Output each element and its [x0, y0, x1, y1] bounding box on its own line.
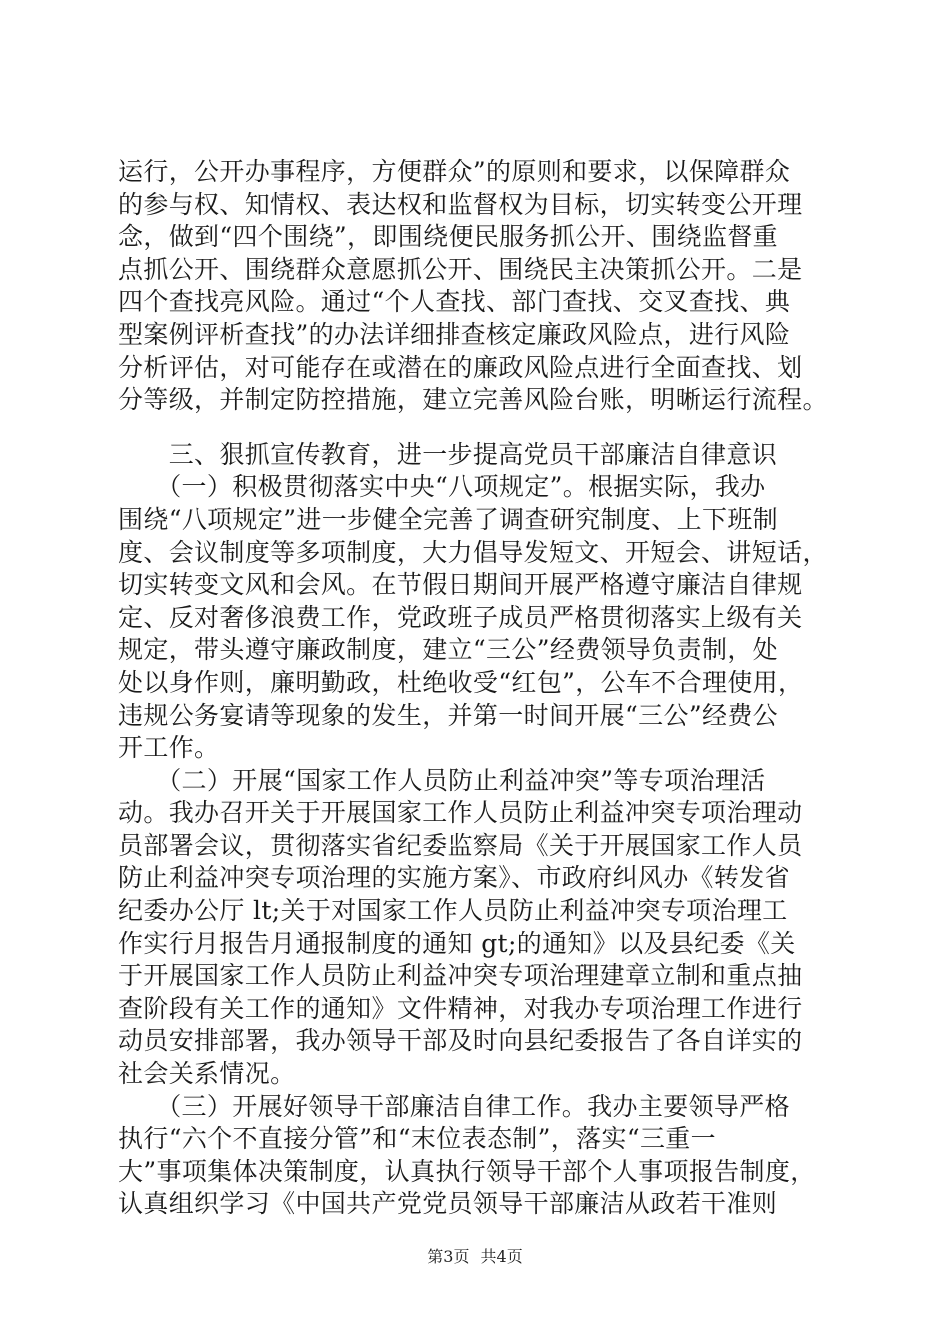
- paragraph-block-1: [118, 156, 838, 417]
- text-line: 点抓公开、围绕群众意愿抓公开、围绕民主决策抓公开。二是: [118, 254, 803, 284]
- text-line: 规定，带头遵守廉政制度，建立“三公”经费领导负责制，处: [118, 635, 779, 665]
- text-line: （三）开展好领导干部廉洁自律工作。我办主要领导严格: [118, 1091, 790, 1121]
- document-body: [118, 156, 838, 1221]
- text-line: 作实行月报告月通报制度的通知 gt;的通知》以及县纪委《关: [118, 928, 796, 958]
- text-line: 查阶段有关工作的通知》文件精神，对我办专项治理工作进行: [118, 993, 803, 1023]
- text-line: 分等级，并制定防控措施，建立完善风险台账，明晰运行流程。: [118, 385, 828, 415]
- paragraph-block-2: [118, 439, 838, 1221]
- text-line: 切实转变文风和会风。在节假日期间开展严格遵守廉洁自律规: [118, 570, 803, 600]
- text-line: 动。我办召开关于开展国家工作人员防止利益冲突专项治理动: [118, 798, 803, 828]
- text-line: 大”事项集体决策制度，认真执行领导干部个人事项报告制度，: [118, 1156, 816, 1186]
- text-line: 防止利益冲突专项治理的实施方案》、市政府纠风办《转发省: [118, 863, 790, 893]
- page-number-current: 第3页: [427, 1247, 470, 1266]
- text-line: 定、反对奢侈浪费工作，党政班子成员严格贯彻落实上级有关: [118, 602, 803, 632]
- text-line: 于开展国家工作人员防止利益冲突专项治理建章立制和重点抽: [118, 961, 803, 991]
- section-heading: 三、狠抓宣传教育，进一步提高党员干部廉洁自律意识: [118, 439, 778, 469]
- text-line: 念，做到“四个围绕”，即围绕便民服务抓公开、围绕监督重: [118, 222, 779, 252]
- text-line: 开工作。: [118, 733, 220, 763]
- text-line: 四个查找亮风险。通过“个人查找、部门查找、交叉查找、典: [118, 287, 791, 317]
- text-line: 运行，公开办事程序，方便群众”的原则和要求，以保障群众: [118, 157, 791, 186]
- section-gap: [118, 417, 838, 439]
- text-line: （二）开展“国家工作人员防止利益冲突”等专项治理活: [118, 765, 766, 795]
- text-line: 员部署会议，贯彻落实省纪委监察局《关于开展国家工作人员: [118, 830, 803, 860]
- text-line: 社会关系情况。: [118, 1059, 296, 1089]
- text-line: （一）积极贯彻落实中央“八项规定”。根据实际，我办: [118, 472, 766, 502]
- text-line: 围绕“八项规定”进一步健全完善了调查研究制度、上下班制: [118, 504, 779, 534]
- text-line: 型案例评析查找”的办法详细排查核定廉政风险点，进行风险: [118, 319, 791, 349]
- text-line: 纪委办公厅 lt;关于对国家工作人员防止利益冲突专项治理工: [118, 896, 788, 926]
- text-line: 执行“六个不直接分管”和“末位表态制”，落实“三重一: [118, 1124, 717, 1154]
- page-footer: [0, 1247, 950, 1267]
- text-line: 违规公务宴请等现象的发生，并第一时间开展“三公”经费公: [118, 700, 779, 730]
- page-number-total: 共4页: [480, 1247, 523, 1266]
- text-line: 处以身作则，廉明勤政，杜绝收受“红包”，公车不合理使用，: [118, 667, 804, 697]
- text-line: 分析评估，对可能存在或潜在的廉政风险点进行全面查找、划: [118, 352, 803, 382]
- text-line: 认真组织学习《中国共产党党员领导干部廉洁从政若干准则: [118, 1189, 778, 1219]
- text-line: 动员安排部署，我办领导干部及时向县纪委报告了各自详实的: [118, 1026, 803, 1056]
- text-line: 的参与权、知情权、表达权和监督权为目标，切实转变公开理: [118, 189, 803, 219]
- text-line: 度、会议制度等多项制度，大力倡导发短文、开短会、讲短话，: [118, 537, 828, 567]
